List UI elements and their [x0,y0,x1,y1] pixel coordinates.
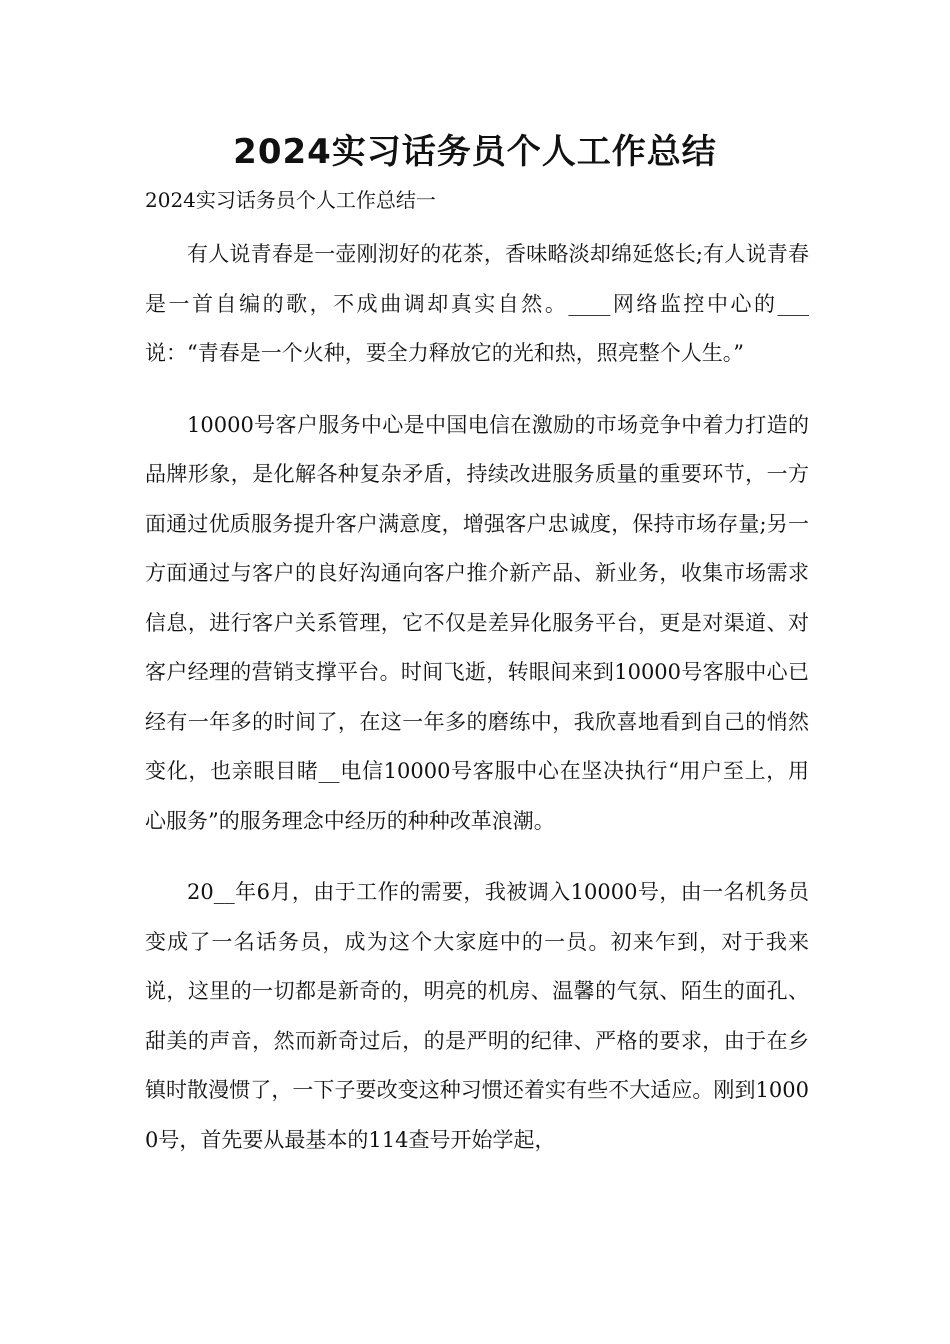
paragraph-3: 20__年6月，由于工作的需要，我被调入10000号，由一名机务员变成了一名话务员，成为这个大家庭中的一员。初来乍到，对于我来说，这里的一切都是新奇的，明亮的机房、温馨的气氛、陌生的面孔、甜美的声音，然而新奇过后，的是严明的纪律、严格的要求，由于在乡镇时散漫惯了，一下子要改变这种习惯还着实有些不大适应。刚到10000号，首先要从最基本的114查号开始学起， [145,880,809,1152]
document-title: 2024实习话务员个人工作总结 [233,132,717,172]
paragraph-2: 10000号客户服务中心是中国电信在激励的市场竞争中着力打造的品牌形象，是化解各种复杂矛盾，持续改进服务质量的重要环节，一方面通过优质服务提升客户满意度，增强客户忠诚度，保持市场存量;另一方面通过与客户的良好沟通向客户推介新产品、新业务，收集市场需求信息，进行客户关系管理，它不仅是差异化服务平台，更是对渠道、对客户经理的营销支撑平台。时间飞逝，转眼间来到10000号客服中心已经有一年多的时间了，在这一年多的磨练中，我欣喜地看到自己的悄然变化，也亲眼目睹__电信10000号客服中心在坚决执行“用户至上，用心服务”的服务理念中经历的种种改革浪潮。 [145,412,809,833]
document-subtitle: 2024实习话务员个人工作总结一 [145,188,436,212]
paragraph-1: 有人说青春是一壶刚沏好的花茶，香味略淡却绵延悠长;有人说青春是一首自编的歌，不成曲调却真实自然。____网络监控中心的___说：“青春是一个火种，要全力释放它的光和热，照亮整个人生。” [145,242,809,365]
document-body [145,230,809,1187]
